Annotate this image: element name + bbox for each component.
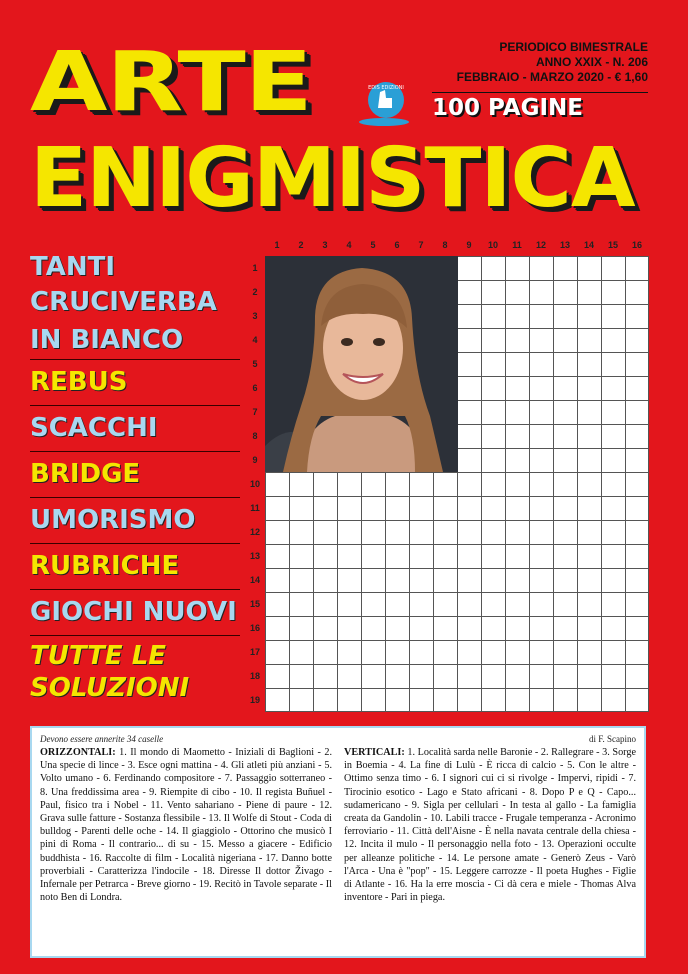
- row-number: 2: [252, 287, 258, 297]
- column-number: 13: [559, 240, 570, 250]
- clues-box: [30, 726, 646, 958]
- row-number: 10: [249, 479, 260, 489]
- menu-item-bridge: BRIDGE: [30, 452, 240, 498]
- column-number: 12: [535, 240, 546, 250]
- column-number: 10: [487, 240, 498, 250]
- menu-footer-tutte-le: TUTTE LE: [30, 641, 167, 671]
- publisher-logo-text: EDIS EDIZIONI: [368, 85, 404, 91]
- column-number: 2: [298, 240, 304, 250]
- menu-footer-soluzioni: SOLUZIONI: [30, 673, 190, 703]
- vertical-label: VERTICALI:: [344, 747, 405, 758]
- menu-item-in-bianco: IN BIANCO: [30, 321, 240, 360]
- menu-item-rubriche: RUBRICHE: [30, 544, 240, 590]
- row-number: 5: [252, 359, 258, 369]
- row-number: 12: [249, 527, 260, 537]
- row-number: 16: [249, 623, 260, 633]
- menu-item-rebus: REBUS: [30, 360, 240, 406]
- column-number: 9: [466, 240, 472, 250]
- row-number: 7: [252, 407, 258, 417]
- row-number: 3: [252, 311, 258, 321]
- column-number: 5: [370, 240, 376, 250]
- publisher-logo-icon: [358, 78, 410, 128]
- issue-info: [457, 40, 648, 85]
- menu-item-giochi-nuovi: GIOCHI NUOVI: [30, 590, 240, 636]
- portrait-illustration: [265, 256, 458, 472]
- column-number: 4: [346, 240, 352, 250]
- row-number: 15: [249, 599, 260, 609]
- row-numbers: [246, 256, 264, 712]
- column-numbers: [265, 240, 649, 250]
- row-number: 6: [252, 383, 258, 393]
- column-number: 14: [583, 240, 594, 250]
- celebrity-photo: [265, 256, 458, 472]
- column-number: 8: [442, 240, 448, 250]
- column-number: 15: [607, 240, 618, 250]
- row-number: 4: [252, 335, 258, 345]
- periodicity: PERIODICO BIMESTRALE: [499, 40, 648, 54]
- row-number: 19: [249, 695, 260, 705]
- row-number: 13: [249, 551, 260, 561]
- issue-number: ANNO XXIX - N. 206: [535, 55, 648, 69]
- horizontal-label: ORIZZONTALI:: [40, 747, 116, 758]
- column-number: 7: [418, 240, 424, 250]
- menu-item-tanti: TANTI: [30, 252, 116, 282]
- vertical-text: 1. Località sarda nelle Baronie - 2. Rallegrare - 3. Sorge in Boemia - 4. La fine di Lulù - È ricca di calcio - 5. Con le altre - Ottimo senza timo - 6. I signori cui ci si rivolge - Impervi, ripidi - 7. Tirocinio esotico - Lago e Stato africani - 8. Dopo P e Q - Capo... sudamericano - 9. Sigla per cellulari - In testa al gallo - La famiglia creata da Gandolin - 10. Labili tracce - Frugale temperanza - Acronimo ferroviario - 11. Città dell'Aisne - È nella navata centrale della chiesa - 12. Incita il mulo - Il personaggio nella foto - 13. Operazioni occulte per alleanze politiche - 14. Le persone amate - Generò Zeus - Varò l'Arca - Una è "pop" - 15. Leggere carrozze - Il poeta Hughes - Figlie di Atlante - 16. Ha la erre moscia - Ci dà cera e miele - Thomas Alva inventore - Pari in piega.: [344, 747, 636, 904]
- title-enigmistica: ENIGMISTICA: [30, 131, 635, 226]
- clues-horizontal: [40, 746, 332, 904]
- row-number: 1: [252, 263, 258, 273]
- horizontal-text: 1. Il mondo di Maometto - Iniziali di Baglioni - 2. Una specie di lince - 3. Esce ogni mattina - 4. Gli atleti più anziani - 5. Volto umano - 6. Ferdinando compositore - 7. Passaggio sotterraneo - 8. Una freddissima area - 9. Riempite di cibo - 10. Il regista Buñuel - Paul, fisico tra i Nobel - 11. Vento sahariano - Piene di paure - 12. Grava sulle fatture - Sostanza flessibile - 13. Il Wolfe di Stout - Coda di bulldog - Parenti delle oche - 14. Il giaggiolo - Ottorino che musicò I pini di Roma - Il contrario... di su - 15. Messo a giacere - Edificio buddhista - 16. Raccolte di film - Località nigeriana - 17. Danno botte proverbiali - Caratterizza l'indocile - 18. Diresse Il dottor Živago - Infernale per Petrarca - Breve giorno - 19. Recitò in Tavole separate - Il noto Ben di Londra.: [40, 747, 332, 904]
- column-number: 16: [631, 240, 642, 250]
- clue-instruction: Devono essere annerite 34 caselle: [40, 734, 164, 744]
- clue-author: di F. Scapino: [588, 734, 636, 744]
- page-count: 100 PAGINE: [432, 95, 583, 121]
- row-number: 9: [252, 455, 258, 465]
- meta-divider: [432, 92, 648, 93]
- title-arte: ARTE: [30, 35, 312, 130]
- row-number: 14: [249, 575, 260, 585]
- row-number: 8: [252, 431, 258, 441]
- row-number: 11: [250, 503, 260, 513]
- menu-item-umorismo: UMORISMO: [30, 498, 240, 544]
- column-number: 11: [512, 240, 522, 250]
- menu-item-scacchi: SCACCHI: [30, 406, 240, 452]
- column-number: 6: [394, 240, 400, 250]
- column-number: 1: [274, 240, 280, 250]
- menu-item-cruciverba: CRUCIVERBA: [30, 287, 217, 317]
- row-number: 18: [249, 671, 260, 681]
- date-price: FEBBRAIO - MARZO 2020 - € 1,60: [456, 70, 648, 84]
- contents-menu: [30, 252, 240, 704]
- column-number: 3: [322, 240, 328, 250]
- clues-vertical: [344, 746, 636, 904]
- row-number: 17: [249, 647, 260, 657]
